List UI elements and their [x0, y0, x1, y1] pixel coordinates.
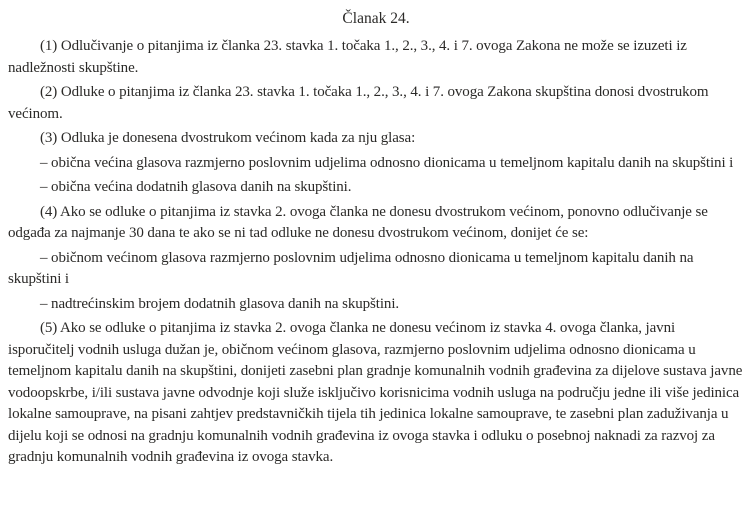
list-item-dash: – običnom većinom glasova razmjerno poslovnim udjelima odnosno dionicama u temeljnom kapitalu danih na skupštini i	[8, 249, 694, 287]
article-title: Članak 24.	[342, 10, 410, 27]
list-item-dash: – obična većina glasova razmjerno poslovnim udjelima odnosno dionicama u temeljnom kapitalu danih na skupštini i	[40, 154, 734, 171]
paragraph: (1) Odlučivanje o pitanjima iz članka 23. stavka 1. točaka 1., 2., 3., 4. i 7. ovoga Zakona ne može se izuzeti iz nadležnosti skupštine.	[8, 38, 687, 76]
paragraph: (3) Odluka je donesena dvostrukom većinom kada za nju glasa:	[40, 130, 416, 146]
paragraph: (4) Ako se odluke o pitanjima iz stavka 2. ovoga članka ne donesu dvostrukom većinom, ponovno odlučivanje se odgađa za najmanje 30 dana te ako se ni tad odluke ne donesu dvostrukom većinom, donijet će se:	[8, 203, 708, 241]
list-item-dash: – nadtrećinskim brojem dodatnih glasova danih na skupštini.	[40, 295, 400, 312]
paragraph: (5) Ako se odluke o pitanjima iz stavka 2. ovoga članka ne donesu većinom iz stavka 4. ovoga članka, javni isporučitelj vodnih usluga dužan je, običnom većinom glasova, razmjerno poslovnim udjelima odnosno dionicama u temeljnom kapitalu danih na skupštini, donijeti zasebni plan gradnje komunalnih vodnih građevina za dijelove sustava javne vodoopskrbe, i/ili sustava javne odvodnje koji služe isključivo korisnicima vodnih usluga na području jedne ili više jedinica lokalne samouprave, na pisani zahtjev predstavničkih tijela tih jedinica lokalne samouprave, te zasebni plan zaduživanja u dijelu koji se odnosi na gradnju komunalnih vodnih građevina iz ovoga stavka i odluku o posebnoj naknadi za razvoj za gradnju komunalnih vodnih građevina iz ovoga stavka.	[8, 320, 743, 465]
paragraph: (2) Odluke o pitanjima iz članka 23. stavka 1. točaka 1., 2., 3., 4. i 7. ovoga Zakona skupština donosi dvostrukom većinom.	[8, 84, 709, 122]
list-item-dash: – obična većina dodatnih glasova danih na skupštini.	[40, 179, 352, 195]
